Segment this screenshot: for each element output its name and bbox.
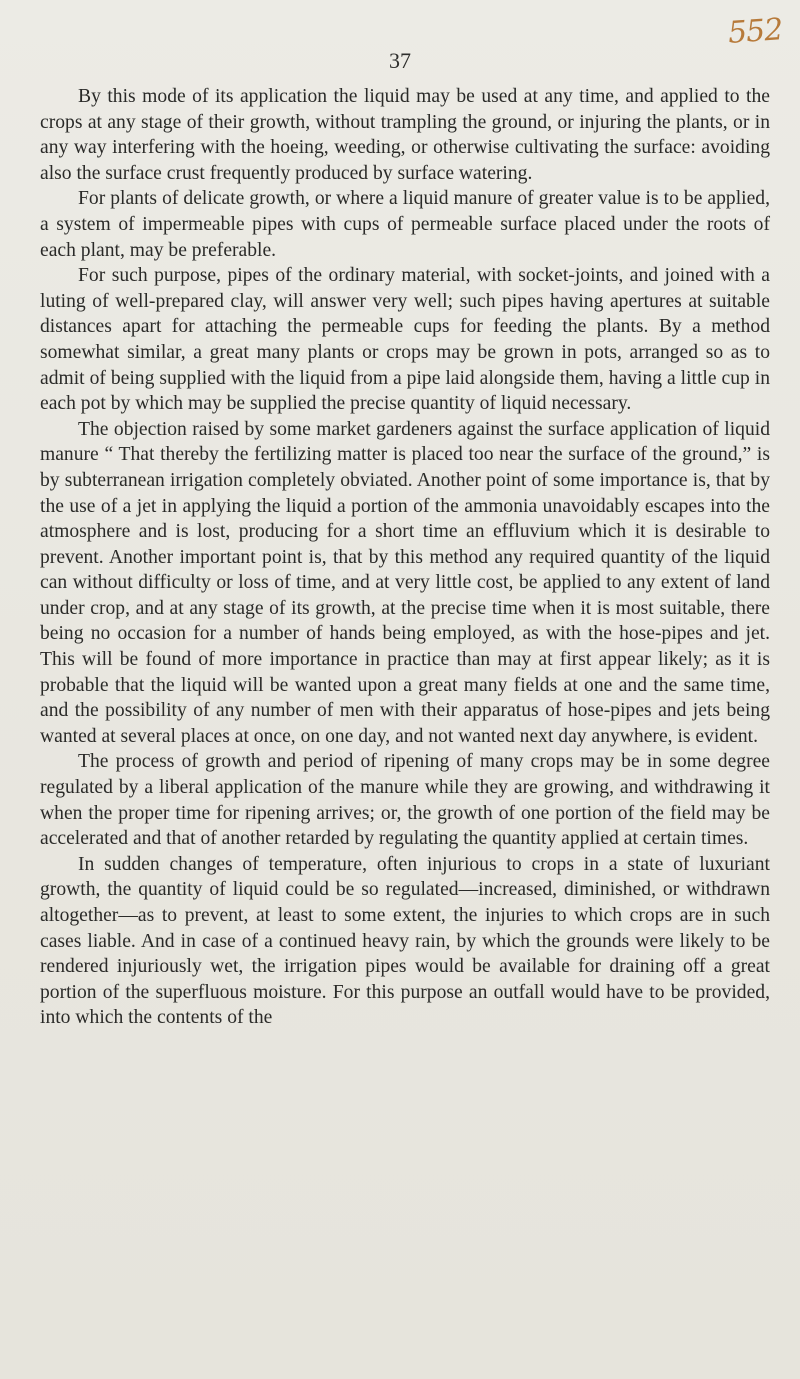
paragraph-6: In sudden changes of temperature, often injurious to crops in a state of luxuriant growth, the quantity of liquid could be so regulated—increased, diminished, or withdrawn altogether—as to prevent, at least to some extent, the injuries to which crops are in such cases liable. And in case of a continued heavy rain, by which the grounds were likely to be rendered injuriously wet, the irrigation pipes would be available for draining off a great portion of the superfluous moisture. For this purpose an outfall would have to be provided, into which the contents of the xyxy=(40,853,770,1029)
paragraph-5: The process of growth and period of ripening of many crops may be in some degree regulated by a liberal application of the manure while they are growing, and withdrawing it when the proper time for ripening arrives; or, the growth of one portion of the field may be accelerated and that of another retarded by regulating the quantity applied at certain times. xyxy=(40,751,770,850)
page-number: 37 xyxy=(389,48,411,73)
paragraph-1: By this mode of its application the liquid may be used at any time, and applied to the crops at any stage of their growth, without trampling the ground, or injuring the plants, or in any way interfering with the hoeing, weeding, or otherwise cultivating the surface: avoiding also the surface crust frequently produced by surface watering. xyxy=(40,86,770,184)
paragraph-2: For plants of delicate growth, or where a liquid manure of greater value is to be applied, a system of impermeable pipes with cups of permeable surface placed under the roots of each plant, may be preferable. xyxy=(40,188,770,261)
paragraph-3: For such purpose, pipes of the ordinary material, with socket-joints, and joined with a luting of well-prepared clay, will answer very well; such pipes having apertures at suitable distances apart for attaching the permeable cups for feeding the plants. By a method somewhat similar, a great many plants or crops may be grown in pots, arranged so as to admit of being supplied with the liquid from a pipe laid alongside them, having a little cup in each pot by which may be supplied the precise quantity of liquid necessary. xyxy=(40,265,770,415)
body-text xyxy=(40,84,770,1031)
paragraph-4: The objection raised by some market gardeners against the surface application of liquid manure “ That thereby the fertilizing matter is placed too near the surface of the ground,” is by subterranean irrigation completely obviated. Another point of some importance is, that by the use of a jet in applying the liquid a portion of the ammonia unavoidably escapes into the atmosphere and is lost, producing for a short time an effluvium which it is desirable to prevent. Another important point is, that by this method any required quantity of the liquid can without difficulty or loss of time, and at very little cost, be applied to any extent of land under crop, and at any stage of its growth, at the precise time when it is most suitable, there being no occasion for a number of hands being employed, as with the hose-pipes and jet. This will be found of more importance in practice than may at first appear likely; as it is probable that the liquid will be wanted upon a great many fields at one and the same time, and the possibility of any number of men with their apparatus of hose-pipes and jets being wanted at several places at once, on one day, and not wanted next day anywhere, is evident. xyxy=(40,418,770,747)
handwritten-page-mark: 552 xyxy=(726,12,784,51)
